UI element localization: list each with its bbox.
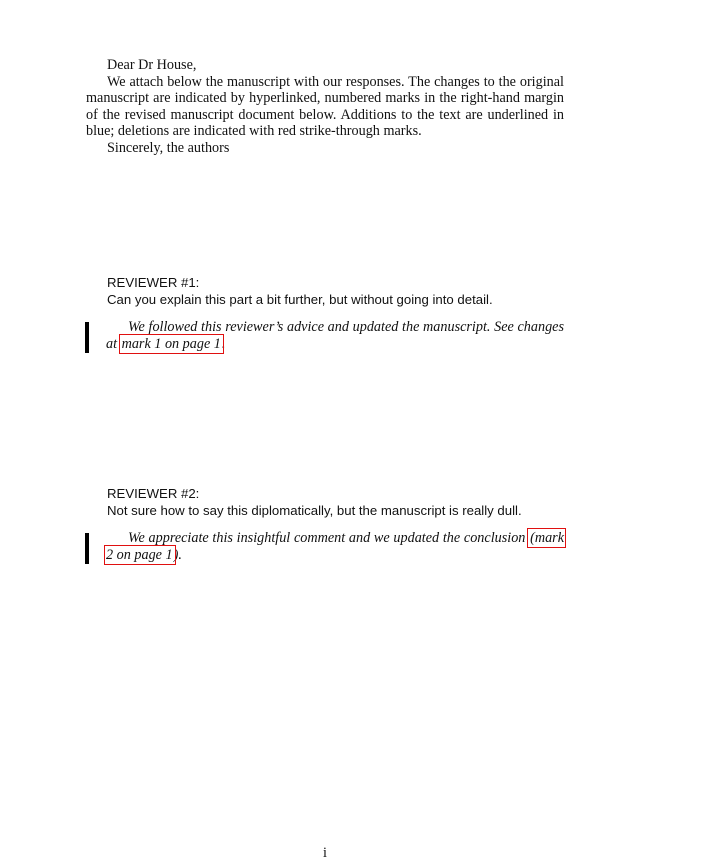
- change-bar-1: [85, 322, 89, 353]
- cover-letter: [86, 57, 564, 157]
- reviewer-2-response: [106, 530, 564, 563]
- mark-2-link[interactable]: (mark 2 on page 1: [106, 530, 564, 563]
- reviewer-2-response-text: We appreciate this insightful comment and we updated the conclusion: [128, 530, 530, 546]
- reviewer-2-heading: REVIEWER #2:: [107, 486, 200, 501]
- change-bar-2: [85, 533, 89, 564]
- reviewer-2-section: [107, 485, 567, 519]
- reviewer-2-comment: Not sure how to say this diplomatically, but the manuscript is really dull.: [107, 503, 522, 518]
- mark-1-link[interactable]: mark 1 on page 1: [121, 335, 221, 352]
- letter-body: We attach below the manuscript with our responses. The changes to the original manuscript are indicated by hyperlinked, numbered marks in the right-hand margin of the revised manuscript document below. Additions to the text are underlined in blue; deletions are indicated with red strike-through marks.: [86, 73, 564, 140]
- reviewer-1-response-text: We followed this reviewer’s advice and updated the manuscript. See changes at: [106, 319, 564, 352]
- reviewer-1-response-end: .: [221, 335, 226, 352]
- reviewer-1-comment: Can you explain this part a bit further, but without going into detail.: [107, 292, 493, 307]
- reviewer-1-response: [106, 319, 564, 352]
- reviewer-2-response-end: ).: [173, 546, 182, 563]
- letter-salutation: Dear Dr House,: [107, 57, 197, 73]
- letter-closing: Sincerely, the authors: [107, 139, 230, 156]
- page-number: i: [323, 845, 327, 861]
- reviewer-1-section: [107, 274, 567, 308]
- reviewer-1-heading: REVIEWER #1:: [107, 275, 200, 290]
